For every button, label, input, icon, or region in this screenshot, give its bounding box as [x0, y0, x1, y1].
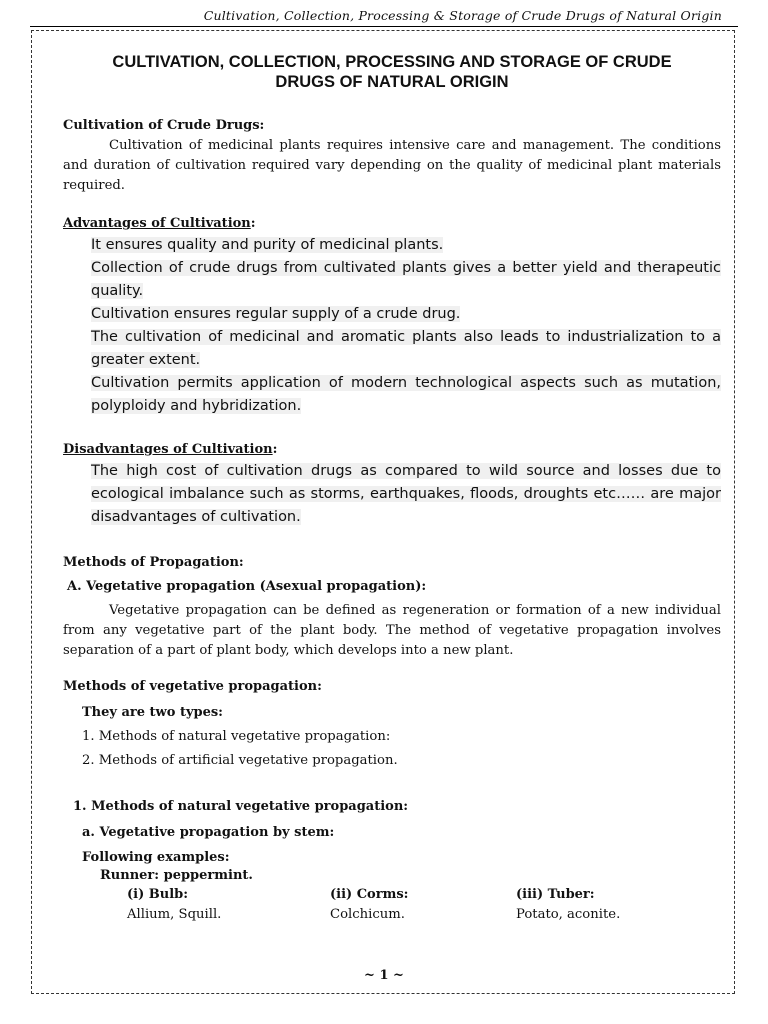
examples-grid [127, 885, 721, 925]
advantages-section [63, 214, 721, 418]
advantages-heading [63, 214, 721, 234]
cultivation-paragraph: Cultivation of medicinal plants requires intensive care and management. The conditions and duration of cultivation required vary depending on the quality of medicinal plant materials required. [63, 138, 721, 193]
types-label: They are two types: [82, 705, 223, 720]
example-column-tuber [516, 885, 719, 925]
list-item [63, 372, 721, 418]
list-item: 1. Methods of natural vegetative propagation: [82, 729, 391, 744]
disadvantages-heading [63, 440, 721, 460]
list-item [63, 326, 721, 372]
running-header: Cultivation, Collection, Processing & Storage of Crude Drugs of Natural Origin [203, 8, 722, 23]
vegetative-paragraph: Vegetative propagation can be defined as regeneration or formation of a new individual from any vegetative part of the plant body. The method of vegetative propagation involves separation of a part of plant body, which develops into a new plant. [63, 603, 721, 658]
example-value: Potato, aconite. [516, 907, 621, 922]
page-content [63, 50, 721, 925]
example-label: (i) Bulb: [127, 887, 189, 902]
cultivation-section [63, 116, 721, 196]
advantages-list [63, 234, 721, 418]
disadvantages-heading-colon: : [272, 442, 278, 457]
advantage-text: It ensures quality and purity of medicinal plants. [91, 237, 444, 253]
vegetative-subheading: A. Vegetative propagation (Asexual propagation): [67, 579, 427, 594]
disadvantage-text: The high cost of cultivation drugs as compared to wild source and losses due to ecological imbalance such as storms, earthquakes, floods, droughts etc…… are major disadvantages of cultivation. [91, 463, 721, 525]
list-item [63, 303, 721, 326]
veg-methods-section [63, 677, 721, 771]
example-label: (ii) Corms: [330, 887, 409, 902]
example-label: (iii) Tuber: [516, 887, 595, 902]
list-item [63, 234, 721, 257]
advantage-text: Collection of crude drugs from cultivated plants gives a better yield and therapeutic quality. [91, 260, 721, 299]
title-line-2: DRUGS OF NATURAL ORIGIN [275, 73, 509, 91]
example-column-corms [330, 885, 516, 925]
propagation-section [63, 553, 721, 661]
page-number: ~ 1 ~ [364, 968, 404, 983]
disadvantages-list [63, 460, 721, 529]
disadvantages-heading-text: Disadvantages of Cultivation [63, 442, 273, 457]
page-title [63, 52, 721, 92]
disadvantages-section [63, 440, 721, 529]
advantage-text: Cultivation permits application of modern technological aspects such as mutation, polyploidy and hybridization. [91, 375, 721, 414]
list-item [63, 460, 721, 529]
runner-example: Runner: peppermint. [100, 868, 253, 883]
cultivation-heading: Cultivation of Crude Drugs: [63, 118, 265, 133]
propagation-heading: Methods of Propagation: [63, 555, 244, 570]
advantage-text: Cultivation ensures regular supply of a crude drug. [91, 306, 461, 322]
advantages-heading-text: Advantages of Cultivation [63, 216, 251, 231]
title-line-1: CULTIVATION, COLLECTION, PROCESSING AND STORAGE OF CRUDE [112, 53, 672, 71]
list-item: 2. Methods of artificial vegetative propagation. [82, 753, 398, 768]
stem-subheading: a. Vegetative propagation by stem: [82, 825, 335, 840]
examples-label: Following examples: [82, 850, 230, 865]
advantage-text: The cultivation of medicinal and aromatic plants also leads to industrialization to a greater extent. [91, 329, 721, 368]
list-item [63, 257, 721, 303]
example-value: Colchicum. [330, 907, 405, 922]
types-list [82, 727, 721, 771]
header-rule [30, 26, 738, 27]
natural-heading: 1. Methods of natural vegetative propagation: [73, 799, 409, 814]
veg-methods-heading: Methods of vegetative propagation: [63, 679, 322, 694]
advantages-heading-colon: : [250, 216, 256, 231]
natural-section [63, 797, 721, 925]
example-column-bulb [127, 885, 330, 925]
example-value: Allium, Squill. [127, 907, 222, 922]
